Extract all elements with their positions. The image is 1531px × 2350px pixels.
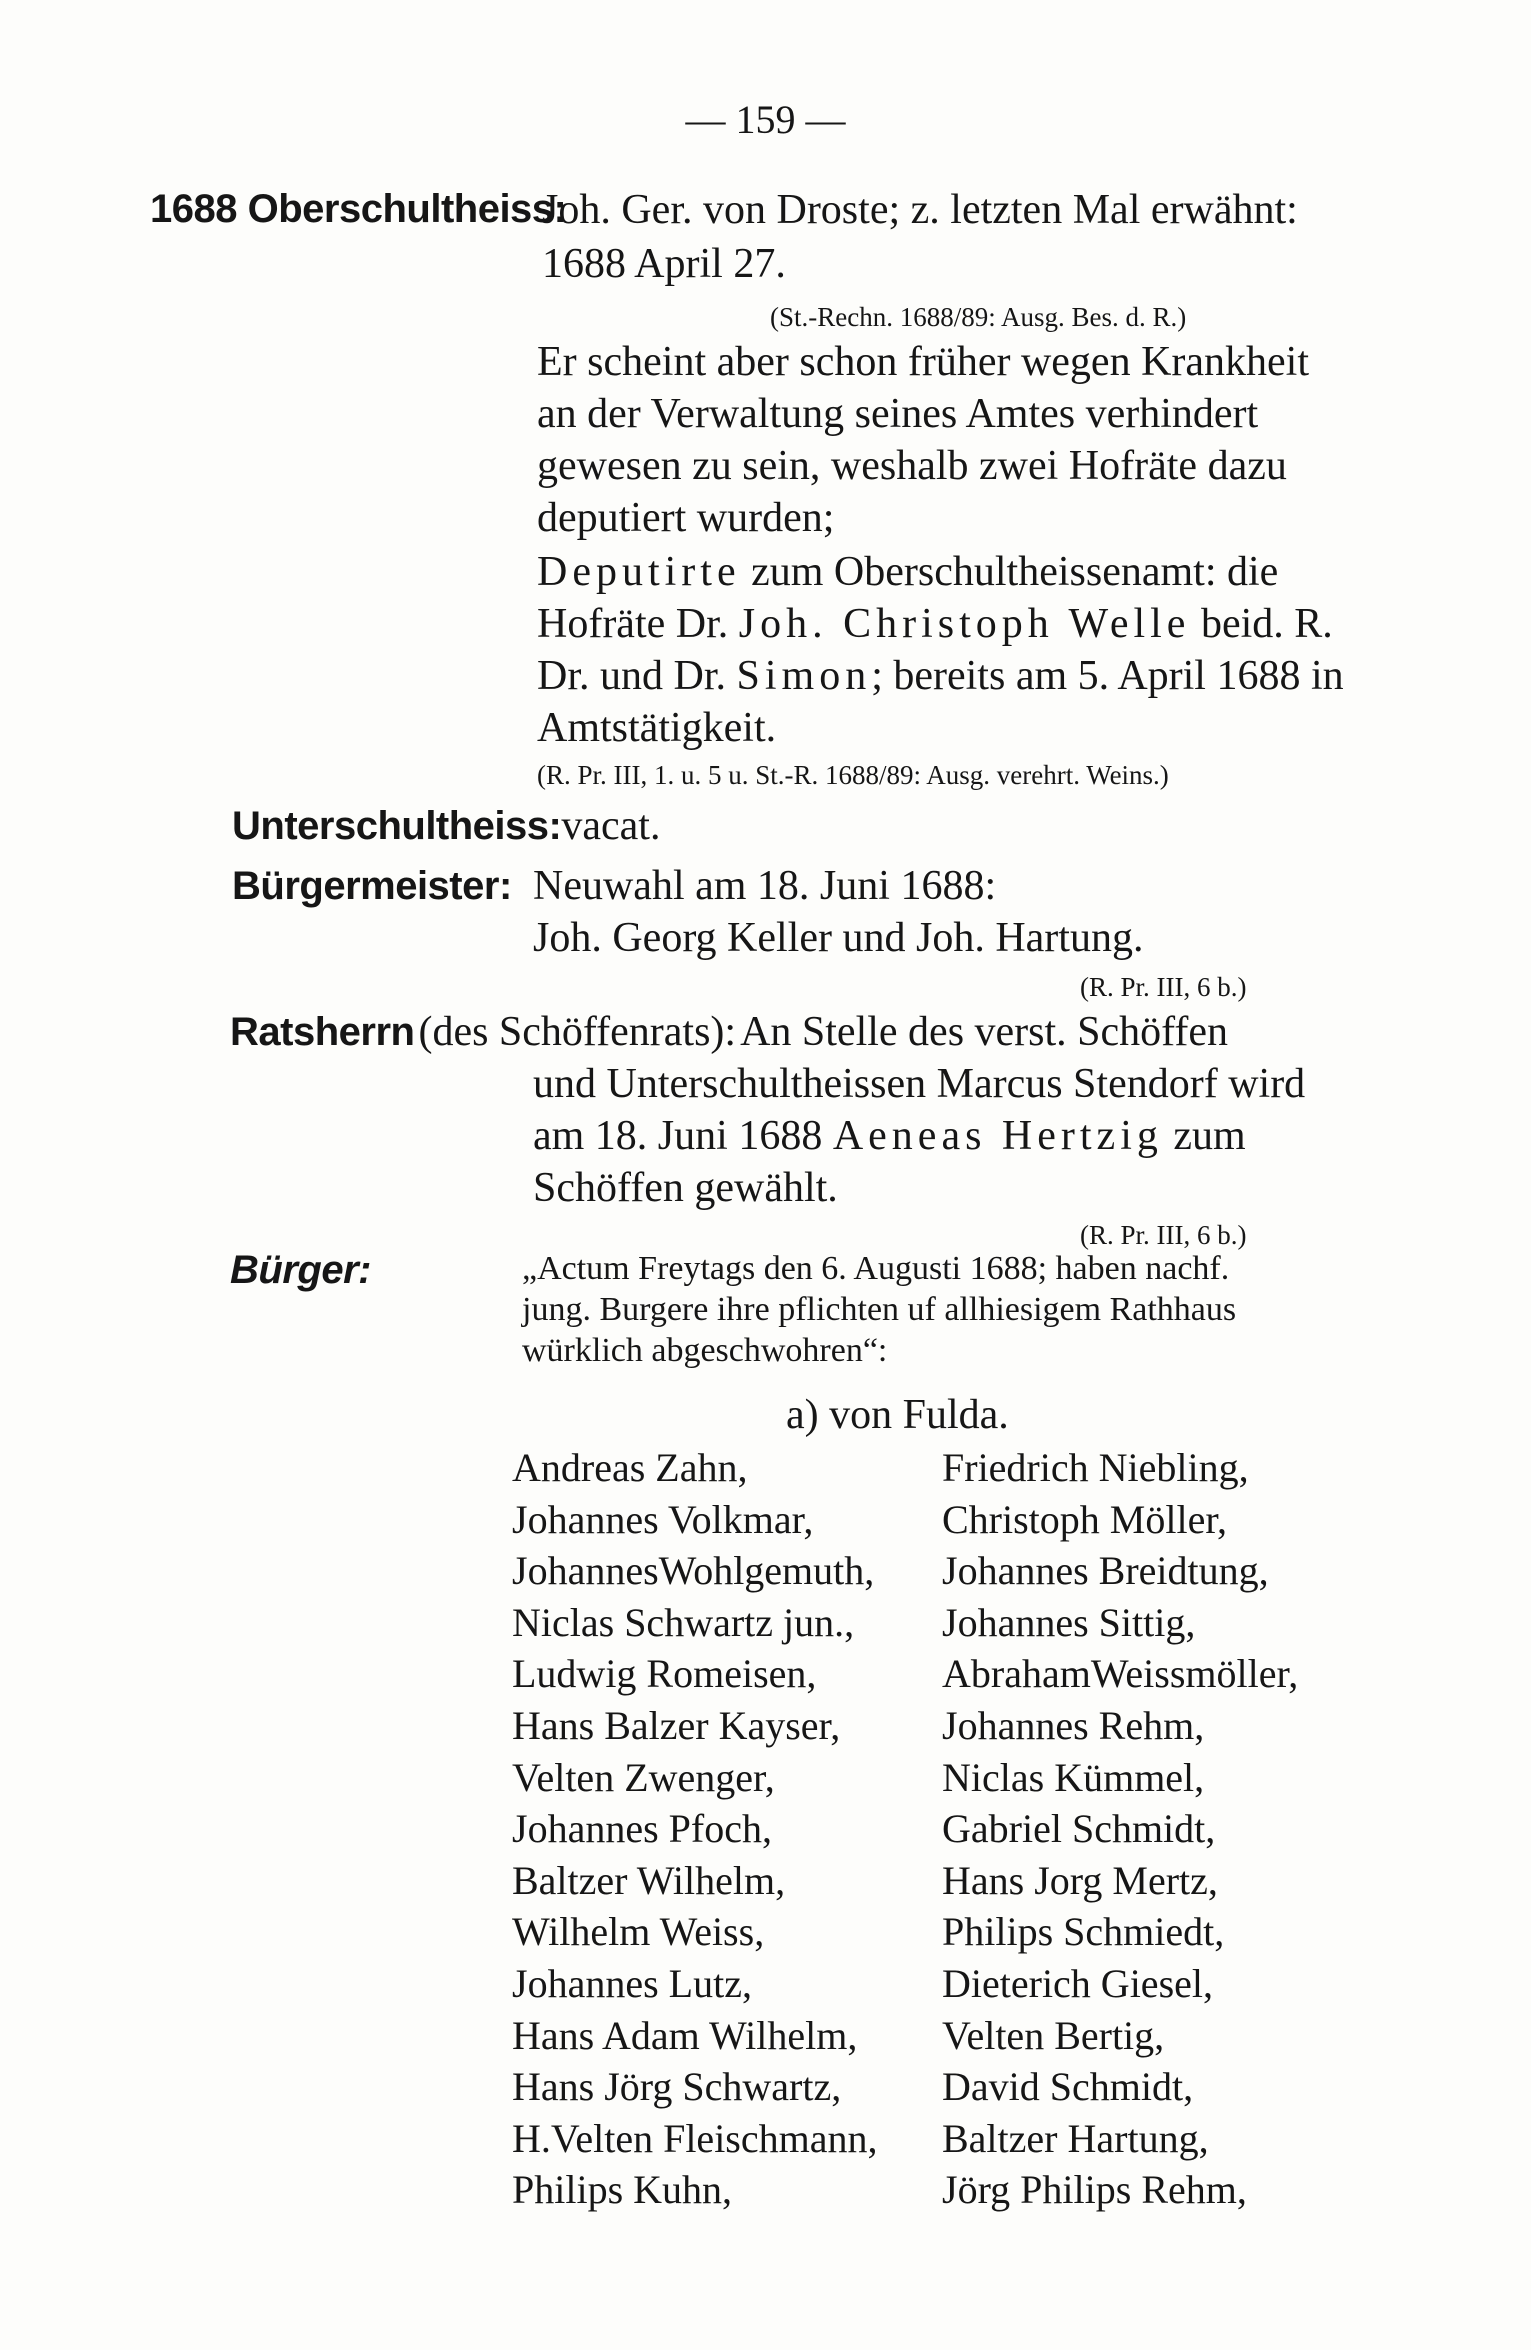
list-item: Baltzer Wilhelm, (512, 1857, 786, 1903)
entry-ratsherrn (230, 1006, 1228, 1058)
list-item: Ludwig Romeisen, (512, 1651, 817, 1697)
oberschultheiss-paragraph-1: Er scheint aber schon früher wegen Krankheit an der Verwaltung seines Amtes verhindert gewesen zu sein, weshalb zwei Hofräte dazu deputiert wurden; (537, 339, 1310, 541)
unterschultheiss-label: Unterschultheiss: (232, 804, 562, 848)
list-item: Hans Jörg Schwartz, (512, 2064, 842, 2110)
names-right-column (942, 1442, 1298, 2216)
oberschultheiss-label: Oberschultheiss: (247, 187, 567, 231)
oberschultheiss-line1: Joh. Ger. von Droste; z. letzten Mal erwähnt: (542, 187, 1298, 233)
list-item: Johannes Volkmar, (512, 1496, 814, 1542)
buergermeister-line2: Joh. Georg Keller und Joh. Hartung. (533, 915, 1144, 961)
list-item: Velten Bertig, (942, 2012, 1165, 2058)
list-item: Hans Balzer Kayser, (512, 1702, 841, 1748)
ratsherrn-line2: und Unterschultheissen Marcus Stendorf wird (533, 1061, 1306, 1107)
list-item: Philips Schmiedt, (942, 1909, 1225, 1955)
entry-heading-oberschultheiss (150, 187, 566, 232)
list-item: Niclas Kümmel, (942, 1754, 1205, 1800)
list-item: Johannes Pfoch, (512, 1806, 772, 1852)
source-note: (R. Pr. III, 1. u. 5 u. St.-R. 1688/89: Ausg. verehrt. Weins.) (537, 760, 1169, 790)
buerger-quote-line3: würklich abgeschwohren“: (522, 1332, 888, 1369)
buerger-label: Bürger: (230, 1248, 371, 1292)
list-item: Gabriel Schmidt, (942, 1806, 1216, 1852)
list-item: Johannes Sittig, (942, 1599, 1196, 1645)
person-name: Simon (736, 653, 872, 699)
source-note: (St.-Rechn. 1688/89: Ausg. Bes. d. R.) (770, 302, 1187, 332)
list-item: Johannes Breidtung, (942, 1548, 1269, 1594)
list-item: David Schmidt, (942, 2064, 1194, 2110)
names-left-column (512, 1442, 878, 2216)
list-item: Philips Kuhn, (512, 2167, 733, 2213)
buergermeister-line1: Neuwahl am 18. Juni 1688: (533, 863, 997, 909)
deputirte-term: Deputirte (537, 549, 741, 595)
list-item: Johannes Lutz, (512, 1960, 752, 2006)
page-number: — 159 — (685, 97, 846, 142)
entry-year: 1688 (150, 187, 237, 231)
ratsherrn-label: Ratsherrn (230, 1010, 415, 1054)
buerger-subheading: a) von Fulda. (786, 1392, 1009, 1438)
buergermeister-label: Bürgermeister: (232, 864, 512, 908)
buerger-quote-line1: „Actum Freytags den 6. Augusti 1688; haben nachf. (522, 1250, 1230, 1287)
person-name: Aeneas Hertzig (832, 1113, 1163, 1159)
entry-unterschultheiss (232, 800, 660, 852)
list-item: Hans Adam Wilhelm, (512, 2012, 858, 2058)
ratsherrn-line3: am 18. Juni 1688 Aeneas Hertzig zum (533, 1113, 1246, 1159)
list-item: Niclas Schwartz jun., (512, 1599, 855, 1645)
ratsherrn-label-rest: (des Schöffenrats): (418, 1009, 737, 1055)
list-item: Andreas Zahn, (512, 1445, 748, 1490)
person-name: Joh. Christoph Welle (738, 601, 1191, 647)
list-item: JohannesWohlgemuth, (512, 1548, 875, 1594)
list-item: Christoph Möller, (942, 1496, 1228, 1542)
list-item: Velten Zwenger, (512, 1754, 775, 1800)
list-item: Baltzer Hartung, (942, 2115, 1209, 2161)
list-item: H.Velten Fleischmann, (512, 2115, 878, 2161)
ratsherrn-line4: Schöffen gewählt. (533, 1165, 838, 1211)
list-item: AbrahamWeissmöller, (942, 1651, 1299, 1697)
ratsherrn-line1: An Stelle des verst. Schöffen (740, 1009, 1229, 1055)
list-item: Hans Jorg Mertz, (942, 1857, 1218, 1903)
list-item: Johannes Rehm, (942, 1702, 1205, 1748)
source-note: (R. Pr. III, 6 b.) (1080, 972, 1247, 1002)
list-item: Jörg Philips Rehm, (942, 2167, 1247, 2213)
buerger-quote-line2: jung. Burgere ihre pflichten uf allhiesigem Rathhaus (522, 1291, 1237, 1328)
unterschultheiss-value: vacat. (561, 803, 661, 849)
list-item: Wilhelm Weiss, (512, 1909, 765, 1955)
list-item: Friedrich Niebling, (942, 1445, 1249, 1490)
oberschultheiss-paragraph-2: Deputirte zum Oberschultheissenamt: die Hofräte Dr. Joh. Christoph Welle beid. R. Dr. und Dr. Simon; bereits am 5. April 1688 in Amtstätigkeit. (537, 549, 1344, 751)
oberschultheiss-line2: 1688 April 27. (542, 241, 786, 287)
source-note: (R. Pr. III, 6 b.) (1080, 1220, 1247, 1250)
list-item: Dieterich Giesel, (942, 1960, 1213, 2006)
